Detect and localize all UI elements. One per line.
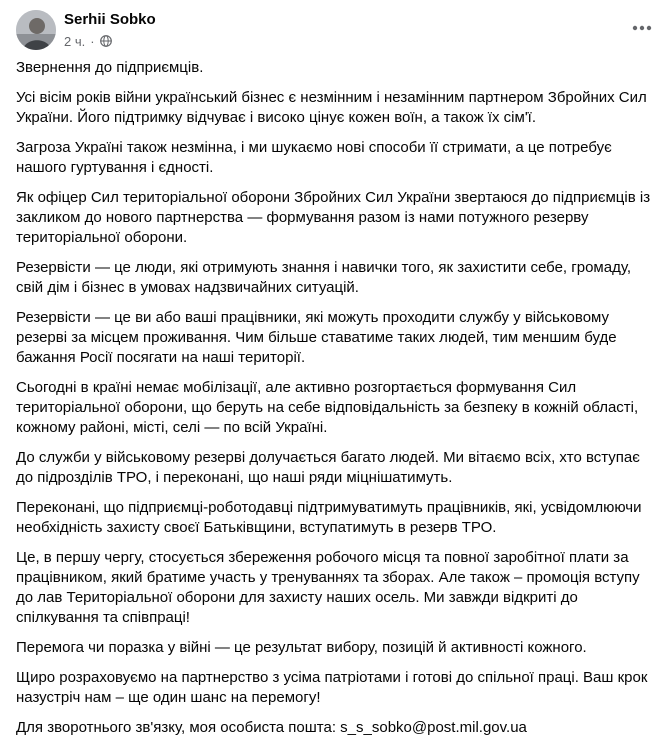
paragraph: Сьогодні в країні немає мобілізації, але активно розгортається формування Сил територіальної оборони, що беруть на себе відповідальність за безпеку в кожній області, кожному районі, місті, селі — по всій Україні. <box>16 379 639 436</box>
post-meta <box>64 32 112 50</box>
paragraph: Це, в першу чергу, стосується збереження робочого місця та повної заробітної плати за працівником, який братиме участь у тренуваннях та зборах. Але також – промоція вступу до лав Територіальної оборони для захисту наших осель. Ми завжди відкриті до спілкування та співпраці! <box>16 549 640 626</box>
paragraph: Резервісти — це ви або ваші працівники, які можуть проходити службу у військовому резерві за місцем проживання. Чим більше ставатиме таких людей, тим меншим буде бажання Росії посягати на наші території. <box>16 309 617 366</box>
more-options-icon <box>632 25 652 31</box>
post-text <box>16 58 656 748</box>
paragraph: Для зворотнього зв'язку, моя особиста пошта: s_s_sobko@post.mil.gov.ua <box>16 719 527 736</box>
paragraph: Перемога чи поразка у війні — це результат вибору, позицій й активності кожного. <box>16 639 587 656</box>
paragraph: Як офіцер Сил територіальної оборони Збройних Сил України звертаюся до підприємців із закликом до нового партнерства — формування разом із нами потужного резерву територіальної оборони. <box>16 189 651 246</box>
paragraph: Загроза Україні також незмінна, і ми шукаємо нові способи її стримати, а це потребує нашого гуртування і єдності. <box>16 139 612 176</box>
paragraph: Переконані, що підприємці-роботодавці підтримуватимуть працівників, які, усвідомлюючи необхідність захисту своєї Батьківщини, вступатимуть в резерв ТРО. <box>16 499 642 536</box>
post-header <box>16 8 656 52</box>
post-timestamp[interactable]: 2 ч. <box>64 33 86 49</box>
paragraph: Звернення до підприємців. <box>16 59 204 76</box>
author-name[interactable]: Serhii Sobko <box>64 11 156 28</box>
paragraph: Щиро розраховуємо на партнерство з усіма патріотами і готові до спільної праці. Ваш крок назустріч нам – ще один шанс на перемогу! <box>16 669 648 706</box>
meta-separator: · <box>90 33 95 49</box>
globe-icon <box>100 35 112 47</box>
more-options-button[interactable] <box>624 10 660 46</box>
paragraph: Усі вісім років війни український бізнес є незмінним і незамінним партнером Збройних Сил України. Його підтримку відчуває і високо цінує кожен воїн, а також їх сім'ї. <box>16 89 647 126</box>
author-avatar[interactable] <box>16 10 56 50</box>
paragraph: Резервісти — це люди, які отримують знання і навички того, як захистити себе, громаду, свій дім і бізнес в умовах надзвичайних ситуацій. <box>16 259 631 296</box>
paragraph: До служби у військовому резерві долучається багато людей. Ми вітаємо всіх, хто вступає до підрозділів ТРО, і переконані, що наші ряди міцнішатимуть. <box>16 449 640 486</box>
avatar-photo <box>16 10 56 50</box>
